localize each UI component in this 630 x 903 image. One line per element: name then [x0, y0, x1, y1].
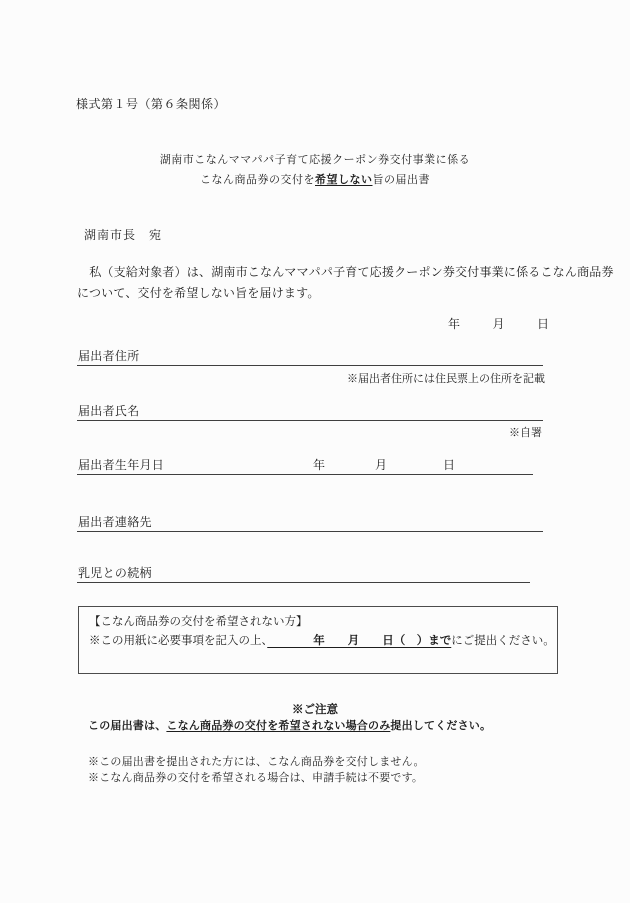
body-line-1: 私（支給対象者）は、湖南市こなんママパパ子育て応援クーポン券交付事業に係るこなん商品券: [77, 265, 614, 279]
notice-heading: ※ご注意: [292, 704, 338, 716]
title-line-2: [0, 170, 630, 190]
footnote-2: ※こなん商品券の交付を希望される場合は、申請手続は不要です。: [88, 771, 424, 784]
deadline-box-heading: 【こなん商品券の交付を希望されない方】: [89, 616, 308, 628]
birthdate-year-label: 年: [313, 458, 326, 472]
field-address-hint: ※届出者住所には住民票上の住所を記載: [347, 373, 545, 385]
title-line2-suffix: 旨の届出書: [372, 174, 430, 186]
date-line: [448, 315, 549, 332]
body-line-2: について、交付を希望しない旨を届けます。: [77, 285, 320, 300]
deadline-box: [78, 606, 558, 674]
notice-line: [88, 717, 491, 733]
form-number: 様式第１号（第６条関係）: [76, 97, 227, 111]
field-name-line: [77, 405, 543, 421]
notice-prefix: この届出書は、: [88, 720, 167, 732]
deadline-date-blank: 年 月 日（ ）まで: [267, 635, 452, 647]
notice-emphasis: こなん商品券の交付を希望されない場合のみ: [166, 720, 391, 732]
document-title: [0, 150, 630, 190]
footnotes: [88, 755, 425, 786]
field-birthdate-label: 届出者生年月日: [78, 458, 165, 472]
field-contact-label: 届出者連絡先: [78, 515, 152, 529]
title-line2-emphasis: 希望しない: [315, 174, 373, 186]
field-relationship-line: [77, 567, 530, 583]
deadline-line-prefix: ※この用紙に必要事項を記入の上、: [89, 635, 268, 647]
field-birthdate-line: [77, 459, 533, 475]
birthdate-day-label: 日: [443, 458, 456, 472]
deadline-line-suffix: にご提出ください。: [451, 635, 555, 647]
date-month-label: 月: [492, 317, 505, 331]
field-relationship-label: 乳児との続柄: [78, 566, 152, 580]
deadline-box-line: [89, 632, 555, 651]
title-line-1: 湖南市こなんママパパ子育て応援クーポン券交付事業に係る: [159, 154, 471, 166]
date-day-label: 日: [536, 317, 549, 331]
field-address-label: 届出者住所: [78, 349, 140, 363]
footnote-1: ※この届出書を提出された方には、こなん商品券を交付しません。: [88, 756, 425, 768]
date-year-label: 年: [448, 317, 461, 331]
field-contact-line: [77, 516, 543, 532]
field-name-label: 届出者氏名: [78, 404, 140, 418]
body-paragraph: [77, 262, 614, 303]
birthdate-month-label: 月: [375, 458, 388, 472]
notice-suffix: 提出してください。: [390, 720, 492, 732]
title-line2-prefix: こなん商品券の交付を: [200, 174, 315, 186]
addressee: 湖南市長 宛: [84, 228, 163, 242]
field-address-line: [77, 350, 543, 366]
field-name-hint: ※自署: [509, 427, 542, 439]
